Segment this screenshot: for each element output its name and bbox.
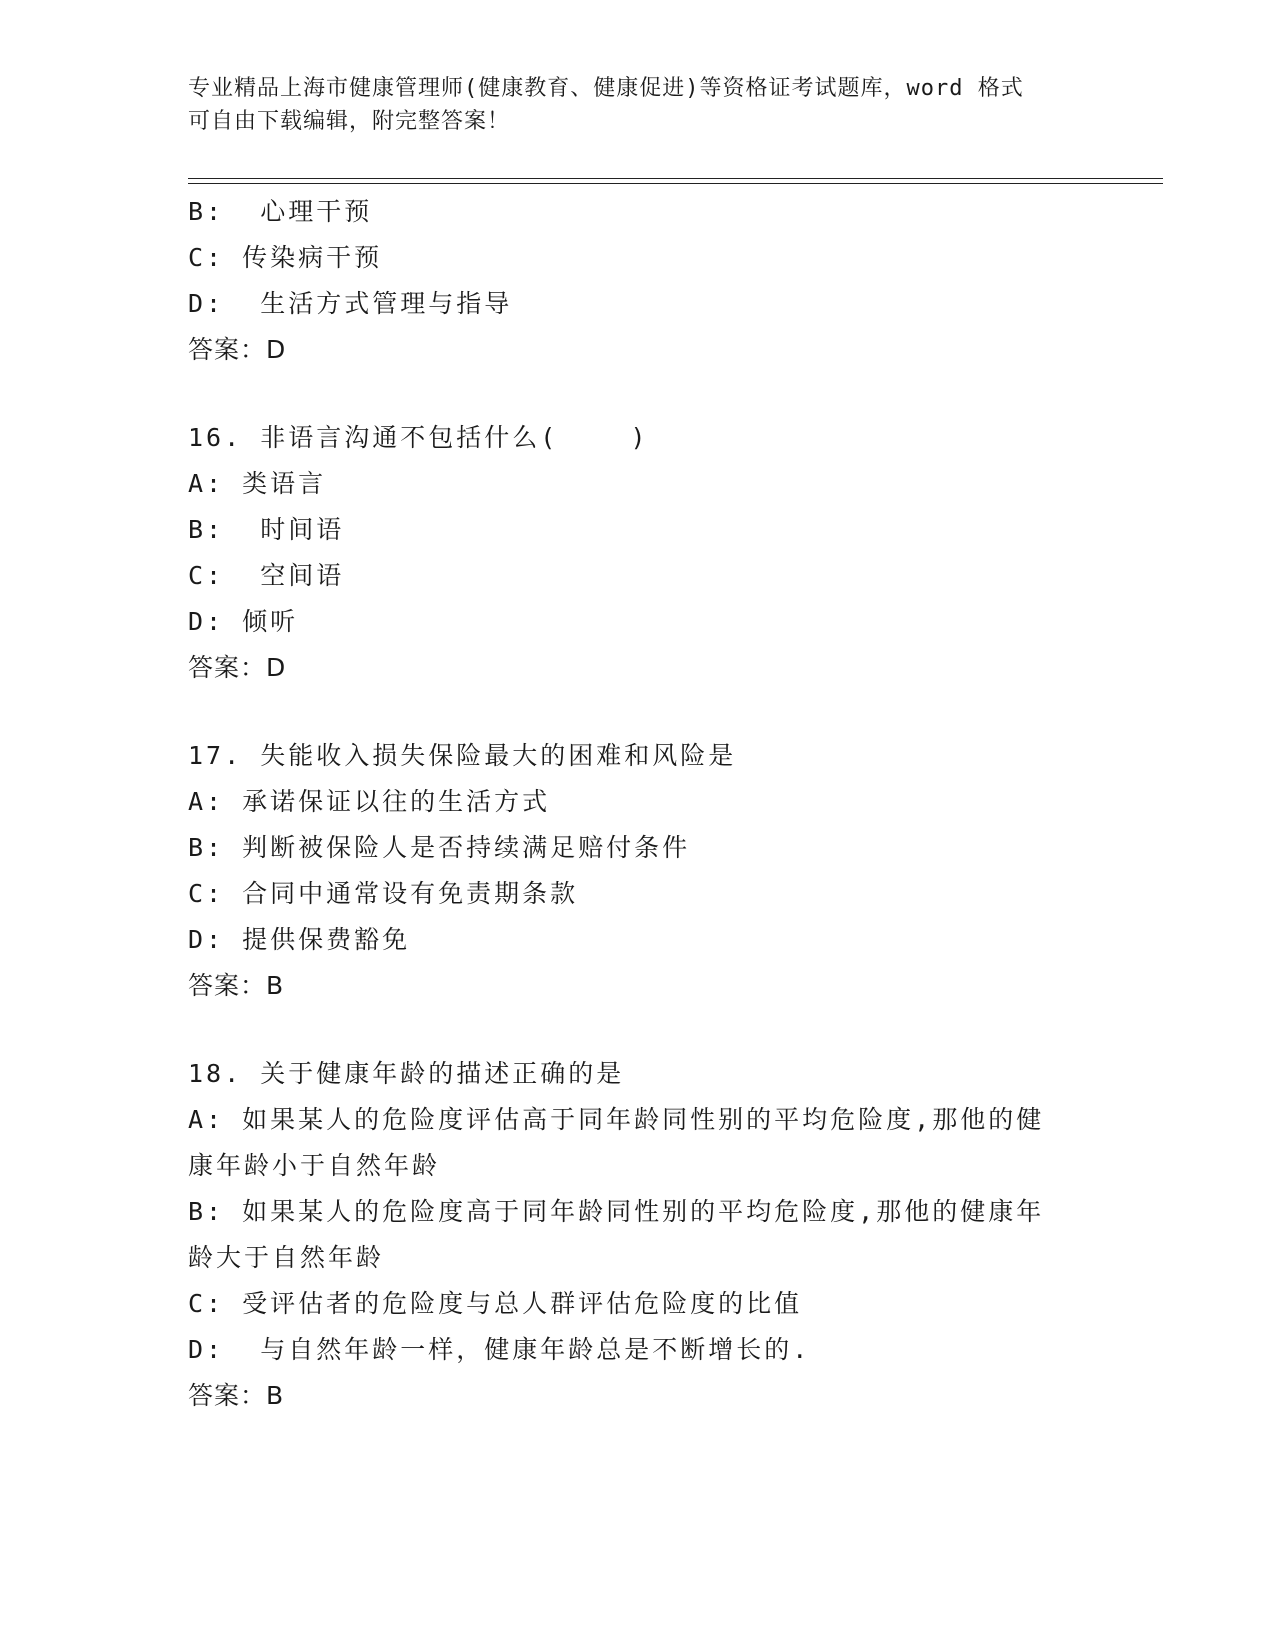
option-c: C: 空间语 bbox=[188, 561, 345, 590]
answer-line: 答案：B bbox=[188, 1381, 285, 1410]
option-a: A: 类语言 bbox=[188, 469, 327, 498]
option-a-line-1: A: 如果某人的危险度评估高于同年龄同性别的平均危险度,那他的健 bbox=[188, 1105, 1045, 1134]
option-b: B: 时间语 bbox=[188, 515, 345, 544]
question-16 bbox=[188, 415, 1088, 691]
option-c: C: 合同中通常设有免责期条款 bbox=[188, 879, 579, 908]
option-a: A: 承诺保证以往的生活方式 bbox=[188, 787, 551, 816]
question-15 bbox=[188, 189, 1088, 373]
option-a-line-2: 康年龄小于自然年龄 bbox=[188, 1151, 441, 1180]
question-stem: 17. 失能收入损失保险最大的困难和风险是 bbox=[188, 741, 737, 770]
option-b-line-2: 龄大于自然年龄 bbox=[188, 1243, 385, 1272]
question-stem: 18. 关于健康年龄的描述正确的是 bbox=[188, 1059, 625, 1088]
option-d: D: 提供保费豁免 bbox=[188, 925, 411, 954]
option-c: C: 传染病干预 bbox=[188, 243, 383, 272]
answer-line: 答案：D bbox=[188, 653, 287, 682]
answer-line: 答案：B bbox=[188, 971, 285, 1000]
option-d: D: 生活方式管理与指导 bbox=[188, 289, 513, 318]
answer-line: 答案：D bbox=[188, 335, 287, 364]
question-17 bbox=[188, 733, 1088, 1009]
option-d: D: 与自然年龄一样，健康年龄总是不断增长的. bbox=[188, 1335, 811, 1364]
header-line-2: 可自由下载编辑，附完整答案！ bbox=[188, 109, 511, 134]
option-d: D: 倾听 bbox=[188, 607, 299, 636]
header-line-1: 专业精品上海市健康管理师(健康教育、健康促进)等资格证考试题库，word 格式 bbox=[188, 76, 1024, 101]
header-divider bbox=[188, 178, 1163, 184]
question-18 bbox=[188, 1051, 1088, 1419]
question-stem: 16. 非语言沟通不包括什么( ) bbox=[188, 423, 649, 452]
option-c: C: 受评估者的危险度与总人群评估危险度的比值 bbox=[188, 1289, 803, 1318]
document-header bbox=[188, 72, 1068, 138]
option-b-line-1: B: 如果某人的危险度高于同年龄同性别的平均危险度,那他的健康年 bbox=[188, 1197, 1045, 1226]
question-list bbox=[188, 189, 1088, 1419]
option-b: B: 判断被保险人是否持续满足赔付条件 bbox=[188, 833, 691, 862]
option-b: B: 心理干预 bbox=[188, 197, 373, 226]
